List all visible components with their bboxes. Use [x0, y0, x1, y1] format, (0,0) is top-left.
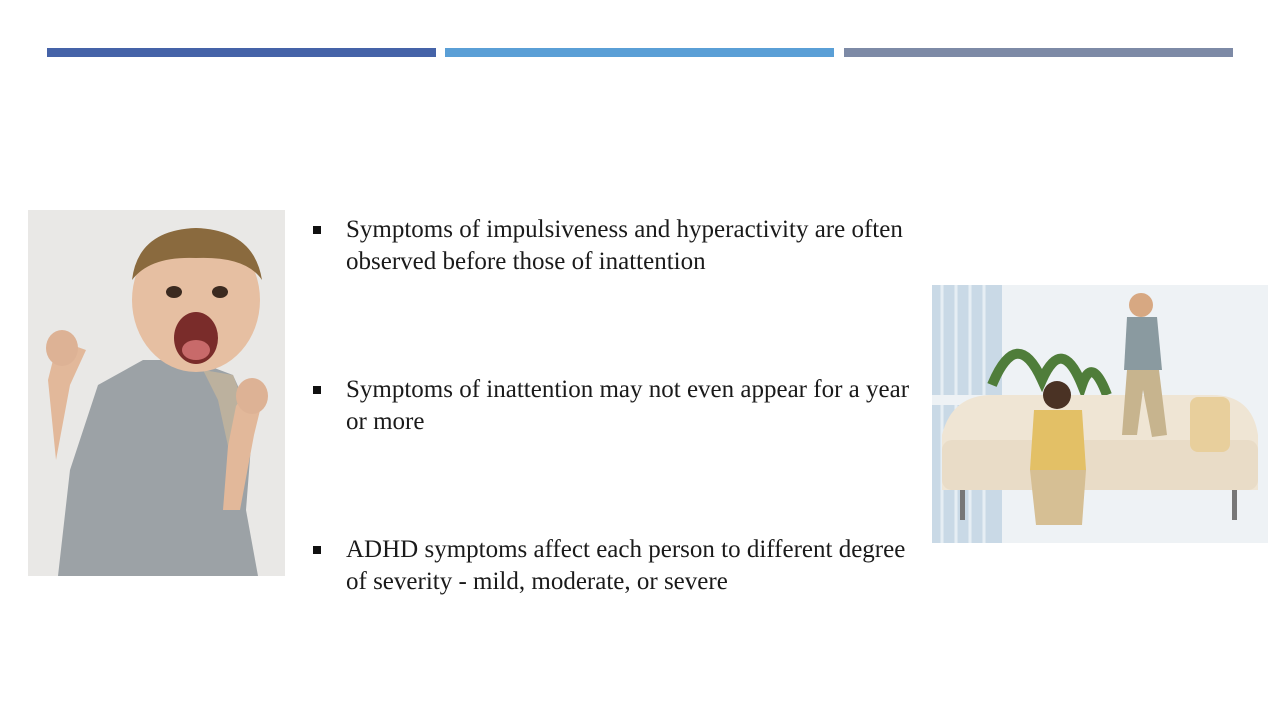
bullet-item	[310, 374, 922, 438]
square-bullet-icon	[313, 546, 321, 554]
accent-bar-dark-blue	[47, 48, 436, 57]
square-bullet-icon	[313, 226, 321, 234]
accent-bar-light-blue	[445, 48, 834, 57]
photo-boy-jumping-on-sofa	[932, 285, 1268, 543]
photo-screaming-boy	[28, 210, 285, 576]
bullet-item	[310, 214, 922, 278]
square-bullet-icon	[313, 386, 321, 394]
bullet-list	[310, 214, 922, 598]
bullet-text: Symptoms of impulsiveness and hyperactivity are often observed before those of inattention	[346, 216, 903, 275]
bullet-text: ADHD symptoms affect each person to different degree of severity - mild, moderate, or severe	[346, 536, 906, 595]
accent-bar-gray-blue	[844, 48, 1233, 57]
bullet-item	[310, 534, 922, 598]
bullet-text: Symptoms of inattention may not even appear for a year or more	[346, 376, 910, 435]
